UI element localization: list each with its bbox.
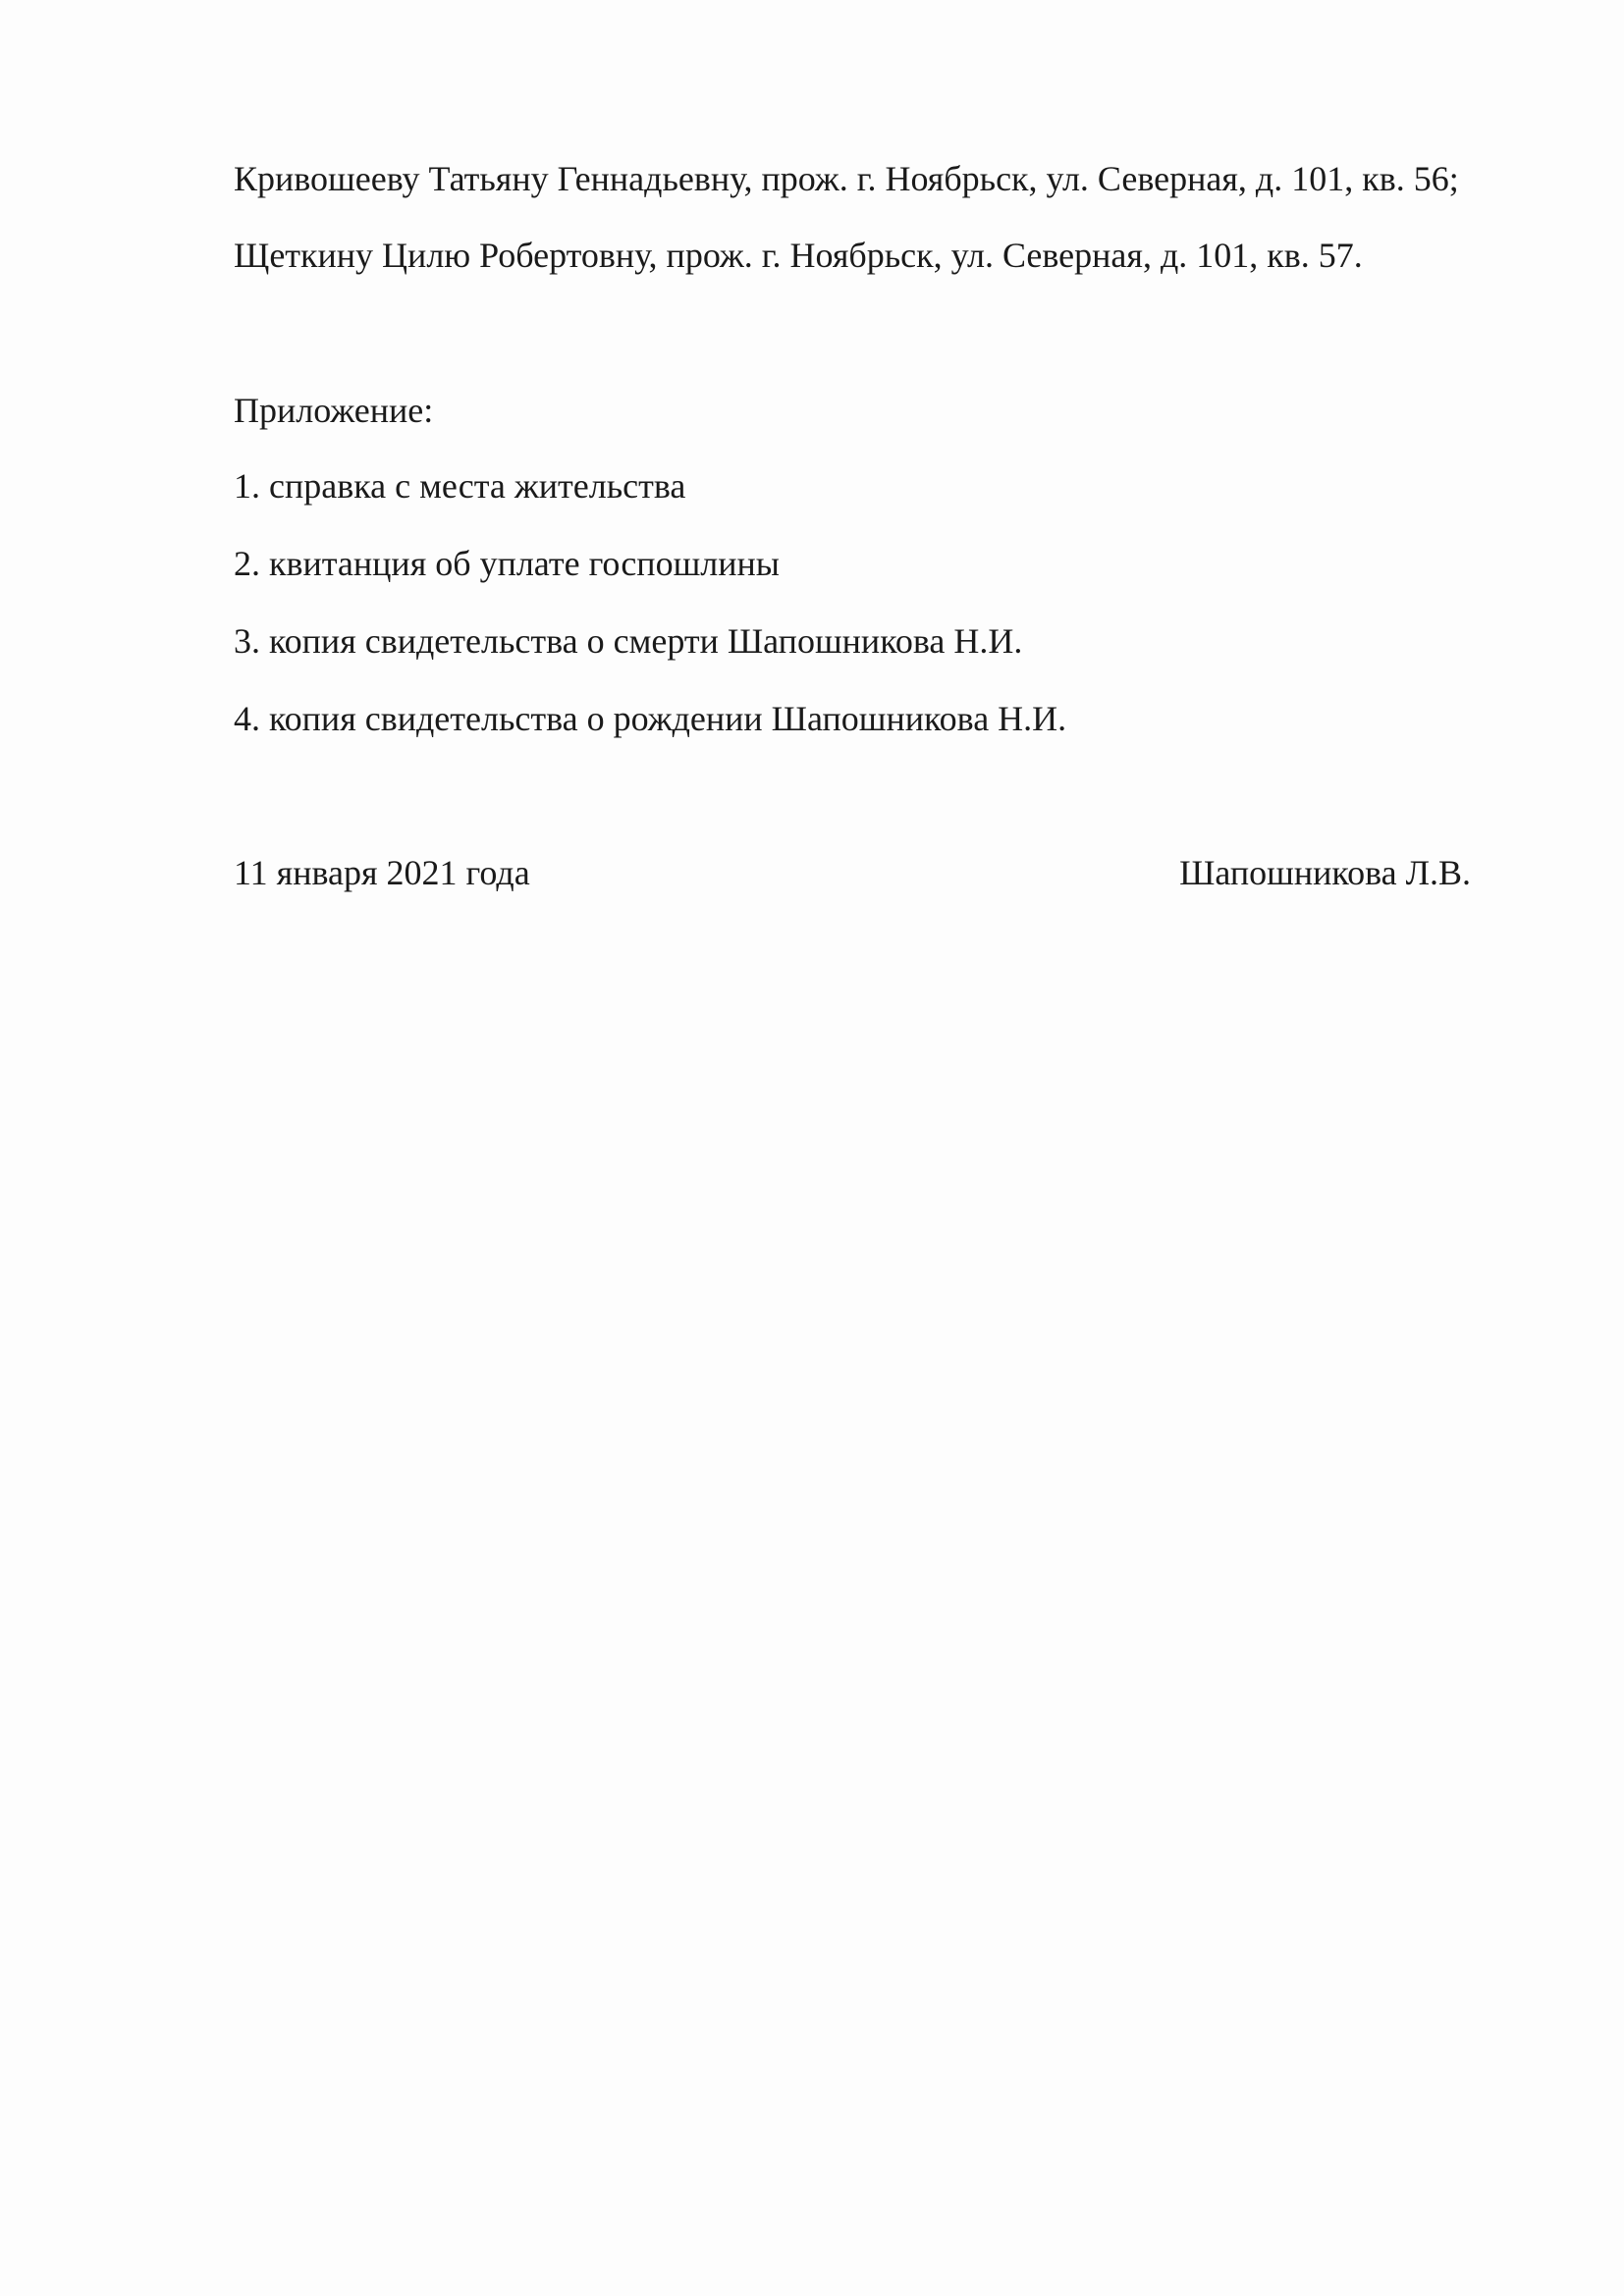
attachment-item: 2. квитанция об уплате госпошлины: [234, 544, 780, 583]
attachments-list: [234, 459, 1471, 746]
party-paragraph: Щеткину Цилю Робертовну, прож. г. Ноябрьск, ул. Северная, д. 101, кв. 57.: [234, 236, 1363, 275]
attachment-item: 3. копия свидетельства о смерти Шапошникова Н.И.: [234, 621, 1023, 661]
party-paragraph: Кривошееву Татьяну Геннадьевну, прож. г. Ноябрьск, ул. Северная, д. 101, кв. 56;: [234, 159, 1459, 198]
attachments-heading: Приложение:: [234, 391, 434, 430]
document-date: 11 января 2021 года: [234, 853, 530, 892]
signature-line: [234, 846, 1471, 900]
attachment-item: 4. копия свидетельства о рождении Шапошникова Н.И.: [234, 699, 1067, 738]
document-body: [234, 152, 1471, 900]
signature-name: Шапошникова Л.В.: [1179, 853, 1471, 892]
attachment-item: 1. справка с места жительства: [234, 466, 686, 506]
